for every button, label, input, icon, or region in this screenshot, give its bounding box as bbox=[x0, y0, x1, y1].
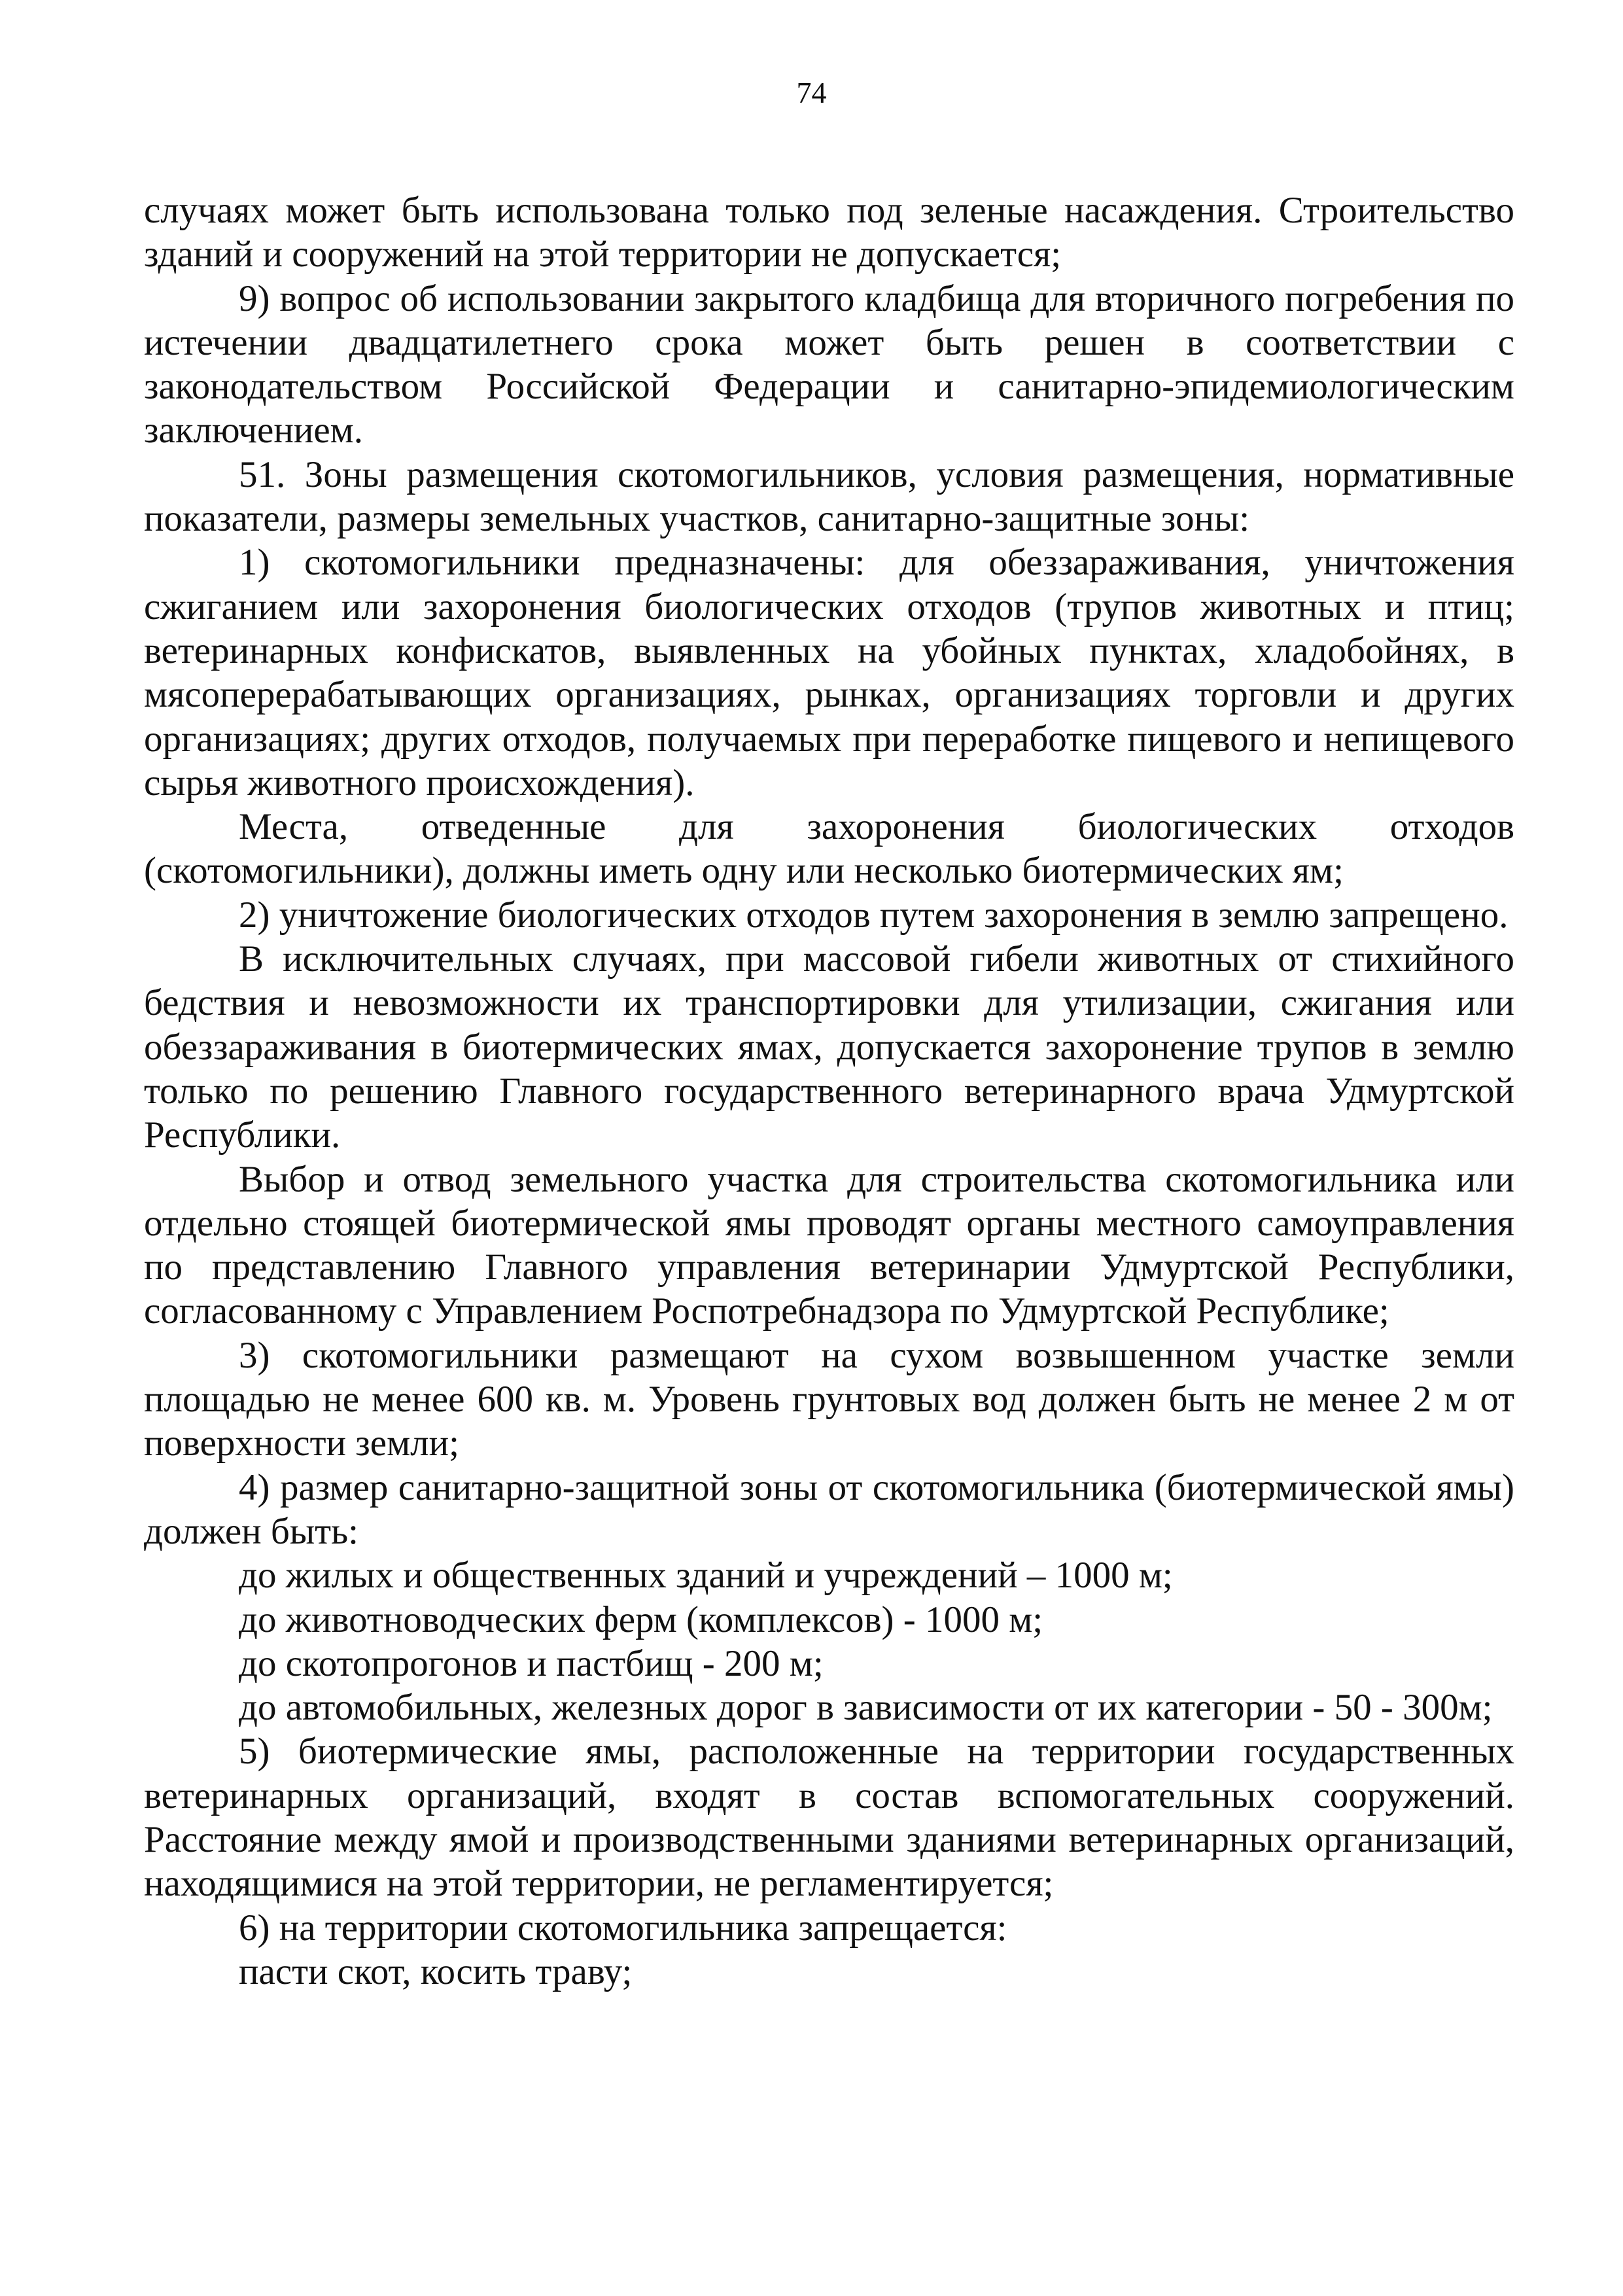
distance-residential: до жилых и общественных зданий и учреждений – 1000 м; bbox=[239, 1555, 1173, 1597]
paragraph-item-9: 9) вопрос об использовании закрытого кладбища для вторичного погребения по истечении двадцатилетнего срока может быть решен в соответствии с законодательством Российской Федерации и санитарно-эпидемиологическим заключением. bbox=[144, 277, 1514, 451]
page-number: 74 bbox=[796, 76, 827, 109]
paragraph-item-5: 5) биотермические ямы, расположенные на территории государственных ветеринарных организаций, входят в состав вспомогательных сооружений. Расстояние между ямой и производственными зданиями ветеринарных организаций, находящимися на этой территории, не регламентируется; bbox=[144, 1731, 1514, 1905]
paragraph-item-1: 1) скотомогильники предназначены: для обеззараживания, уничтожения сжиганием или захоронения биологических отходов (трупов животных и птиц; ветеринарных конфискатов, выявленных на убойных пунктах, хладобойнях, в мясоперерабатывающих организациях, рынках, организациях торговли и других организациях; других отходов, получаемых при переработке пищевого и непищевого сырья животного происхождения). bbox=[144, 542, 1514, 804]
paragraph-site-selection: Выбор и отвод земельного участка для строительства скотомогильника или отдельно стоящей биотермической ямы проводят органы местного самоуправления по представлению Главного управления ветеринарии Удмуртской Республики, согласованному с Управлением Роспотребнадзора по Удмуртской Республике; bbox=[144, 1158, 1514, 1332]
paragraph-continuation: случаях может быть использована только под зеленые насаждения. Строительство зданий и сооружений на этой территории не допускается; bbox=[144, 190, 1514, 275]
document-body bbox=[144, 188, 1514, 1994]
paragraph-burial-places: Места, отведенные для захоронения биологических отходов (скотомогильники), должны иметь одну или несколько биотермических ям; bbox=[144, 806, 1514, 892]
prohibition-grazing: пасти скот, косить траву; bbox=[239, 1951, 633, 1992]
paragraph-item-4: 4) размер санитарно-защитной зоны от скотомогильника (биотермической ямы) должен быть: bbox=[144, 1466, 1514, 1552]
paragraph-section-51: 51. Зоны размещения скотомогильников, условия размещения, нормативные показатели, размеры земельных участков, санитарно-защитные зоны: bbox=[144, 453, 1514, 540]
distance-farms: до животноводческих ферм (комплексов) - 1000 м; bbox=[239, 1598, 1043, 1640]
paragraph-item-6: 6) на территории скотомогильника запрещается: bbox=[239, 1907, 1007, 1949]
paragraph-item-3: 3) скотомогильники размещают на сухом возвышенном участке земли площадью не менее 600 кв. м. Уровень грунтовых вод должен быть не менее 2 м от поверхности земли; bbox=[144, 1334, 1514, 1464]
distance-pastures: до скотопрогонов и пастбищ - 200 м; bbox=[239, 1642, 824, 1684]
paragraph-item-2: 2) уничтожение биологических отходов путем захоронения в землю запрещено. bbox=[239, 894, 1509, 936]
paragraph-exceptional-cases: В исключительных случаях, при массовой гибели животных от стихийного бедствия и невозможности их транспортировки для утилизации, сжигания или обеззараживания в биотермических ямах, допускается захоронение трупов в землю только по решению Главного государственного ветеринарного врача Удмуртской Республики. bbox=[144, 938, 1514, 1156]
distance-roads: до автомобильных, железных дорог в зависимости от их категории - 50 - 300м; bbox=[239, 1687, 1493, 1729]
